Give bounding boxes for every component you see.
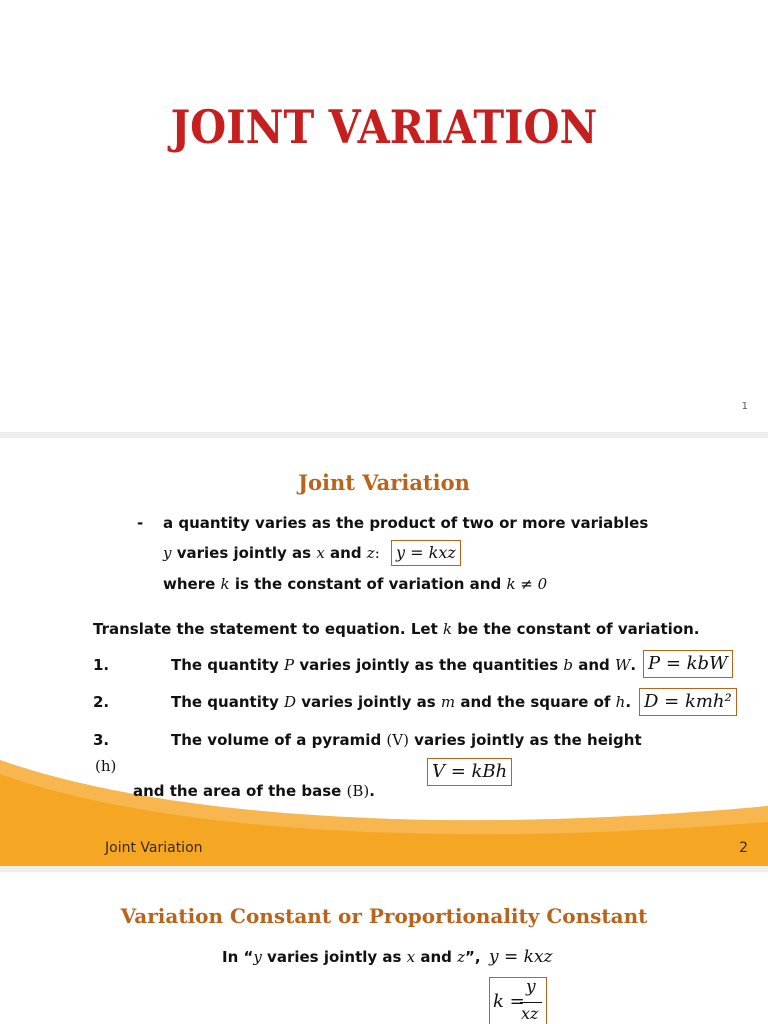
text-part: where	[163, 575, 221, 593]
text-part: and the area of the base	[133, 782, 347, 800]
text-part: varies jointly as	[296, 693, 441, 711]
text-part: and the square of	[455, 693, 616, 711]
var-x: x	[406, 948, 416, 966]
text-part: ”,	[465, 948, 481, 966]
title-slide	[0, 0, 768, 432]
colon: :	[374, 544, 380, 562]
item-statement	[171, 693, 631, 711]
item-number: 3.	[93, 731, 110, 749]
text-part: be the constant of variation.	[452, 620, 700, 638]
var-p: P	[284, 656, 295, 674]
item-continuation	[133, 782, 375, 800]
fraction-bar	[520, 1002, 542, 1003]
text-part: is the constant of variation and	[229, 575, 507, 593]
answer-box: D = kmh²	[639, 688, 737, 716]
var-x: x	[316, 544, 325, 562]
text-part: varies jointly as the quantities	[294, 656, 564, 674]
text-part: The volume of a pyramid	[171, 731, 387, 749]
var-h: h	[615, 693, 626, 711]
bullet-dash: -	[137, 514, 144, 532]
instruction-text	[93, 620, 699, 638]
text-part: and	[324, 544, 367, 562]
frac-denominator: xz	[521, 1004, 539, 1023]
slide-heading: Variation Constant or Proportionality Constant	[120, 904, 648, 928]
text-part: .	[369, 782, 375, 800]
condition: k ≠ 0	[506, 575, 548, 593]
definition-slide	[0, 438, 768, 866]
item-number: 2.	[93, 693, 110, 711]
var-v: (V)	[386, 731, 409, 749]
var-b: (B)	[346, 782, 370, 800]
text-part: In “	[222, 948, 254, 966]
text-part: varies jointly as	[261, 948, 407, 966]
text-part: varies jointly as	[171, 544, 317, 562]
text-part: .	[630, 656, 637, 674]
formula-text: y = kxz	[489, 947, 553, 967]
text-part: The quantity	[171, 656, 285, 674]
slide-page-number: 1	[741, 401, 748, 412]
text-part: The quantity	[171, 693, 285, 711]
var-y: y	[163, 544, 172, 562]
slide-heading: Joint Variation	[298, 470, 470, 495]
var-k: k	[220, 575, 230, 593]
slide-page-number: 2	[739, 840, 748, 856]
var-m: m	[440, 693, 456, 711]
text-part: varies jointly as the height	[408, 731, 642, 749]
fraction-formula-box	[489, 977, 547, 1024]
item-statement	[171, 656, 636, 674]
var-d: D	[284, 693, 297, 711]
statement-line	[222, 948, 481, 966]
constant-slide	[0, 872, 768, 1024]
text-part: .	[625, 693, 632, 711]
definition-line-3	[163, 575, 547, 593]
var-z: z	[457, 948, 466, 966]
definition-text: a quantity varies as the product of two or more variables	[163, 514, 649, 532]
var-y: y	[253, 948, 262, 966]
footer-title: Joint Variation	[105, 840, 203, 856]
formula-box-main: y = kxz	[391, 540, 461, 566]
text-part: and	[415, 948, 458, 966]
text-part: Translate the statement to equation. Let	[93, 620, 443, 638]
formula	[489, 947, 553, 967]
frac-numerator: y	[526, 977, 536, 997]
var-z: z	[366, 544, 375, 562]
var-h	[95, 757, 116, 775]
var-b: b	[563, 656, 573, 674]
var-h-label: (h)	[95, 757, 117, 775]
item-statement	[171, 731, 642, 749]
text-part: and	[572, 656, 615, 674]
var-k: k	[442, 620, 453, 638]
definition-line-2	[163, 544, 380, 562]
slide-title: JOINT VARIATION	[170, 100, 598, 154]
answer-box: P = kbW	[643, 650, 733, 678]
answer-box: V = kBh	[427, 758, 512, 786]
frac-lhs: k =	[493, 991, 525, 1012]
var-w: W	[614, 656, 631, 674]
item-number: 1.	[93, 656, 110, 674]
